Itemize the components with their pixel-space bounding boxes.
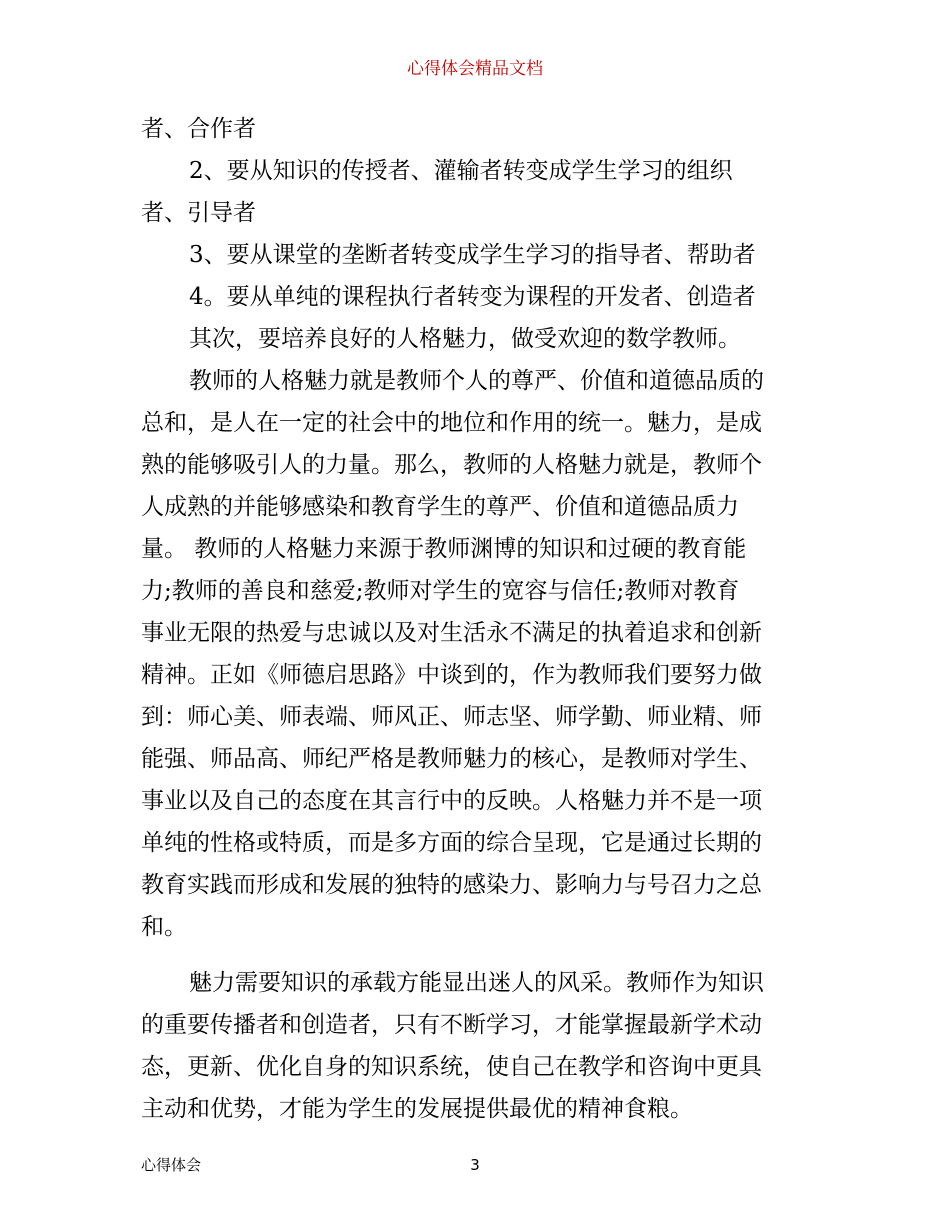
text-line: 3、要从课堂的垄断者转变成学生学习的指导者、帮助者 xyxy=(189,242,756,268)
text-line: 2、要从知识的传授者、灌输者转变成学生学习的组织 xyxy=(189,158,733,184)
text-line: 者、引导者 xyxy=(141,200,256,226)
page-number: 3 xyxy=(470,1156,480,1174)
text-line: 事业无限的热爱与忠诚以及对生活永不满足的执着追求和创新 xyxy=(141,620,762,646)
text-line: 力;教师的善良和慈爱;教师对学生的宽容与信任;教师对教育 xyxy=(141,578,740,604)
text-line: 魅力需要知识的承载方能显出迷人的风采。教师作为知识 xyxy=(189,970,764,996)
text-line: 4。要从单纯的课程执行者转变为课程的开发者、创造者 xyxy=(189,284,756,310)
text-line: 事业以及自己的态度在其言行中的反映。人格魅力并不是一项 xyxy=(141,788,762,814)
document-body xyxy=(141,108,811,1130)
text-line: 教育实践而形成和发展的独特的感染力、影响力与号召力之总 xyxy=(141,872,762,898)
footer-label: 心得体会 xyxy=(141,1156,202,1174)
text-line: 主动和优势，才能为学生的发展提供最优的精神食粮。 xyxy=(141,1096,693,1122)
text-line: 态，更新、优化自身的知识系统，使自己在教学和咨询中更具 xyxy=(141,1054,762,1080)
text-line: 总和，是人在一定的社会中的地位和作用的统一。魅力，是成 xyxy=(141,410,762,436)
text-line: 人成熟的并能够感染和教育学生的尊严、价值和道德品质力 xyxy=(141,494,739,520)
document-header-title: 心得体会精品文档 xyxy=(407,59,543,79)
text-line: 教师的人格魅力就是教师个人的尊严、价值和道德品质的 xyxy=(189,368,764,394)
text-line: 单纯的性格或特质，而是多方面的综合呈现，它是通过长期的 xyxy=(141,830,762,856)
text-line: 精神。正如《师德启思路》中谈到的，作为教师我们要努力做 xyxy=(141,662,762,688)
text-line: 到：师心美、师表端、师风正、师志坚、师学勤、师业精、师 xyxy=(141,704,762,730)
text-line: 熟的能够吸引人的力量。那么，教师的人格魅力就是，教师个 xyxy=(141,452,762,478)
text-line: 量。 教师的人格魅力来源于教师渊博的知识和过硬的教育能 xyxy=(141,536,747,562)
text-line: 和。 xyxy=(141,914,187,940)
text-line: 其次，要培养良好的人格魅力，做受欢迎的数学教师。 xyxy=(189,326,741,352)
text-line: 能强、师品高、师纪严格是教师魅力的核心，是教师对学生、 xyxy=(141,746,762,772)
text-line: 的重要传播者和创造者，只有不断学习，才能掌握最新学术动 xyxy=(141,1012,762,1038)
text-line: 者、合作者 xyxy=(141,116,256,142)
